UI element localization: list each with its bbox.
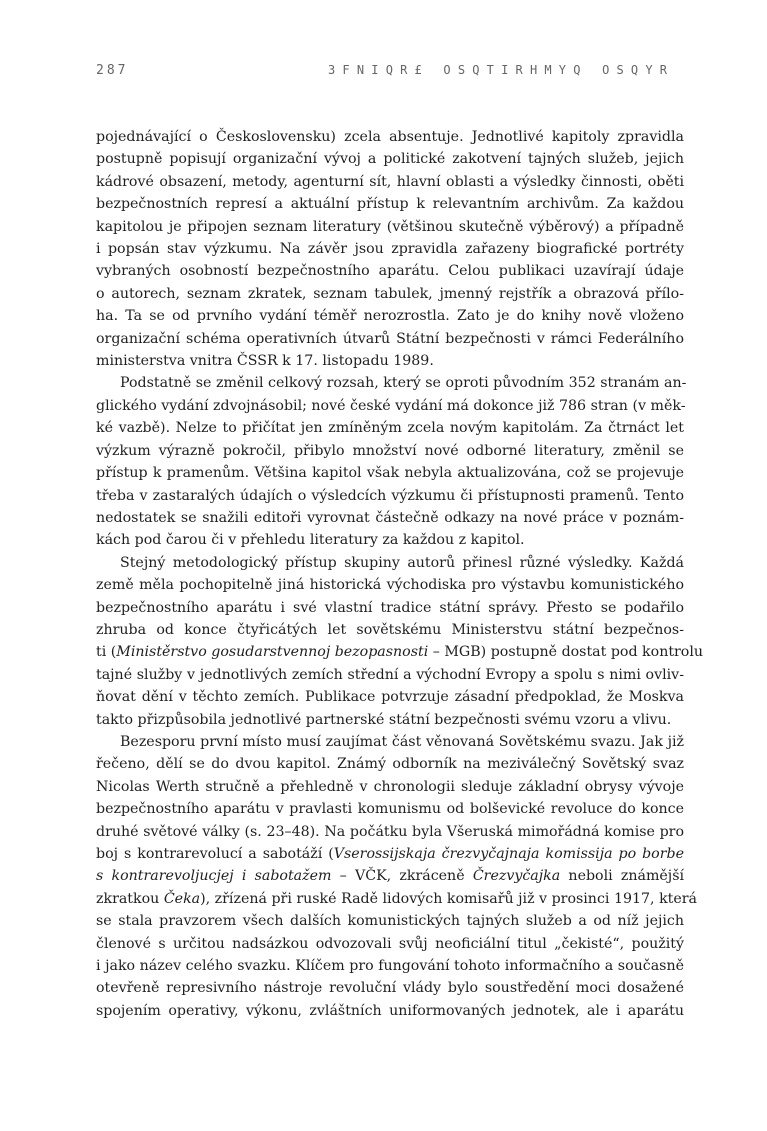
text-run: zkratkou	[96, 890, 164, 907]
text-run: neboli známější	[560, 868, 685, 885]
paragraph	[96, 126, 684, 372]
text-line: o autorech, seznam zkratek, seznam tabulek, jmenný rejstřík a obrazová přílo-	[96, 285, 684, 302]
text-line: přístup k pramenům. Většina kapitol však nebyla aktualizována, což se projevuje	[96, 465, 684, 482]
text-run: – MGB) postupně dostat pod kontrolu	[428, 644, 704, 661]
text-line	[96, 641, 704, 663]
text-run: boj s kontrarevolucí a sabotáží (	[96, 846, 334, 862]
text-line: ňovat dění v těchto zemích. Publikace potvrzuje zásadní předpoklad, že Moskva	[96, 689, 684, 706]
text-line: Nicolas Werth stručně a přehledně v chronologii sleduje základní obrysy vývoje	[96, 778, 684, 795]
text-line: kách pod čarou či v přehledu literatury za každou z kapitol.	[96, 532, 525, 549]
paragraph	[96, 372, 687, 551]
text-run: ti (	[96, 644, 117, 661]
text-line: organizační schéma operativních útvarů Státní bezpečnosti v rámci Federálního	[96, 330, 684, 347]
text-line: třeba v zastaralých údajích o výsledcích výzkumu či přístupnosti pramenů. Tento	[96, 487, 684, 504]
page-number: 287	[96, 63, 129, 78]
text-line: bezpečnostního aparátu v pravlasti komunismu od bolševické revoluce do konce	[96, 801, 684, 818]
text-line: tajné služby v jednotlivých zemích střední a východní Evropy a spolu s nimi ovliv-	[96, 666, 684, 683]
text-line: spojením operativy, výkonu, zvláštních uniformovaných jednotek, ale i aparátu	[96, 1002, 684, 1019]
italic-term: Ministěrstvo gosudarstvennoj bezopasnosti	[116, 644, 429, 661]
text-line: nedostatek se snažili editoři vyrovnat částečně odkazy na nové práce v poznám-	[96, 509, 684, 526]
text-line: země měla pochopitelně jiná historická východiska pro výstavbu komunistického	[96, 577, 684, 594]
paragraph	[96, 731, 697, 1022]
text-line	[96, 888, 697, 910]
text-line: bezpečnostního aparátu i své vlastní tradice státní správy. Přesto se podařilo	[96, 599, 684, 616]
text-line: glického vydání zdvojnásobil; nové české vydání má dokonce již 786 stran (v měk-	[96, 397, 686, 414]
paragraph	[96, 552, 704, 731]
text-line: Podstatně se změnil celkový rozsah, který se oproti původním 352 stranám an-	[120, 375, 687, 392]
text-line	[96, 843, 684, 865]
text-line: výzkum výrazně pokročil, přibylo množství nové odborné literatury, změnil se	[96, 442, 684, 459]
text-line: postupně popisují organizační vývoj a politické zakotvení tajných služeb, jejich	[96, 151, 684, 168]
text-run: ), zřízená při ruské Radě lidových komisařů již v prosinci 1917, která	[200, 890, 697, 907]
text-line: i popsán stav výzkumu. Na závěr jsou zpravidla zařazeny biografické portréty	[96, 241, 684, 258]
italic-term: Vserossijskaja črezvyčajnaja komissija po borbe	[333, 846, 684, 862]
text-line: pojednávající o Československu) zcela absentuje. Jednotlivé kapitoly zpravidla	[96, 129, 684, 145]
text-line: bezpečnostních represí a aktuální přístup k relevantním archivům. Za každou	[96, 196, 684, 213]
text-line: ké vazbě). Nelze to přičítat jen zmíněným zcela novým kapitolám. Za čtrnáct let	[96, 420, 684, 437]
text-run: – VČK, zkráceně	[331, 868, 473, 885]
text-line: Bezesporu první místo musí zaujímat část věnovaná Sovětskému svazu. Jak již	[120, 733, 684, 750]
text-line: kapitolou je připojen seznam literatury (většinou skutečně výběrový) a případně	[96, 218, 684, 235]
running-head: 3FNIQR£ OSQTIRHMYQ OSQYR	[328, 63, 675, 77]
text-line: ministerstva vnitra ČSSR k 17. listopadu 1989.	[96, 353, 434, 370]
italic-term: Čeka	[163, 890, 201, 907]
text-line: se stala pravzorem všech dalších komunistických tajných služeb a od níž jejich	[96, 913, 684, 930]
text-line: členové s určitou nadsázkou odvozovali svůj neoficiální titul „čekisté“, použitý	[96, 935, 684, 952]
text-line: ha. Ta se od prvního vydání téměř nerozrostla. Zato je do knihy nově vloženo	[96, 308, 684, 325]
italic-term: s kontrarevoljucjej i sabotažem	[96, 868, 332, 885]
text-line: i jako název celého svazku. Klíčem pro fungování tohoto informačního a současně	[96, 958, 684, 975]
text-line: takto přizpůsobila jednotlivé partnerské státní bezpečnosti svému vzoru a vlivu.	[96, 711, 672, 728]
text-line: zhruba od konce čtyřicátých let sovětskému Ministerstvu státní bezpečnos-	[96, 621, 684, 638]
body-text	[96, 126, 704, 1022]
text-line: Stejný metodologický přístup skupiny autorů přinesl různé výsledky. Každá	[120, 554, 684, 571]
text-line: otevřeně represivního nástroje revoluční vlády bylo soustředění moci dosažené	[96, 980, 684, 997]
text-line	[96, 865, 684, 887]
italic-term: Črezvyčajka	[472, 868, 561, 885]
text-line: řečeno, dělí se do dvou kapitol. Známý odborník na meziválečný Sovětský svaz	[96, 756, 684, 773]
text-line: kádrové obsazení, metody, agenturní sít, hlavní oblasti a výsledky činnosti, oběti	[96, 173, 684, 190]
text-line: druhé světové války (s. 23–48). Na počátku byla Všeruská mimořádná komise pro	[96, 823, 684, 840]
text-line: vybraných osobností bezpečnostního aparátu. Celou publikaci uzavírají údaje	[96, 263, 684, 280]
